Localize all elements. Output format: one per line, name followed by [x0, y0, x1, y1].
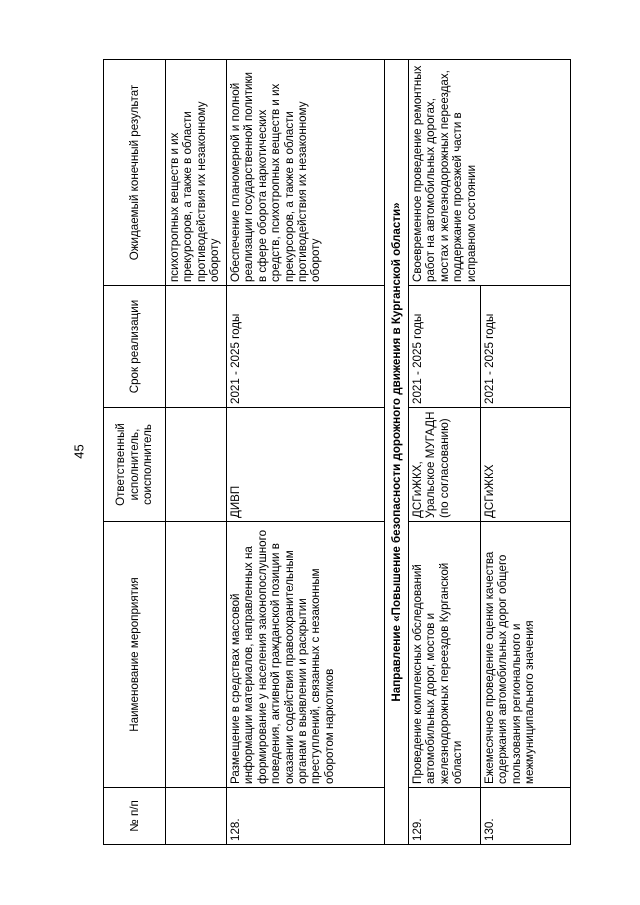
header-period: Срок реализации: [104, 286, 166, 408]
document-page: [103, 60, 572, 845]
cell-result: психотропных веществ и их прекурсоров, а также в области противодействия их незаконному обороту: [166, 60, 227, 286]
section-title: Направление «Повышение безопасности дорожного движения в Курганской области»: [385, 60, 409, 845]
cell-num: 128.: [227, 788, 385, 845]
header-result: Ожидаемый конечный результат: [104, 60, 166, 286]
cell-name: Проведение комплексных обследований автомобильных дорог, мостов и железнодорожных переездов Курганской области: [409, 522, 481, 788]
cell-name: Ежемесячное проведение оценки качества содержания автомобильных дорог общего пользования регионального и межмуниципального значения: [481, 522, 571, 788]
table-header: [104, 60, 166, 845]
cell-result: Обеспечение планомерной и полной реализации государственной политики в сфере оборота наркотических средств, психотропных веществ и их прекурсоров, а также в области противодействия их незаконному обороту: [227, 60, 385, 286]
section-row: [385, 60, 409, 845]
table-row: [409, 60, 481, 845]
cell-executor: ДИВП: [227, 408, 385, 522]
page-number: 45: [71, 444, 87, 459]
cell-period: 2021 - 2025 годы: [409, 286, 481, 408]
cell-name: Размещение в средствах массовой информации материалов, направленных на формирование у населения законопослушного поведения, активной гражданской позиции в оказании содействия правоохранительным органам в выявлении и раскрытии преступлений, связанных с незаконным оборотом наркотиков: [227, 522, 385, 788]
table-row: [227, 60, 385, 845]
cell-executor: ДСГиЖКХ: [481, 408, 571, 522]
header-num: № п/п: [104, 788, 166, 845]
header-name: Наименование мероприятия: [104, 522, 166, 788]
cell-result: Своевременное проведение ремонтных работ на автомобильных дорогах, мостах и железнодорожных переездах, поддержание проезжей части в исправном состоянии: [409, 60, 571, 286]
header-executor: Ответственный исполнитель, соисполнитель: [104, 408, 166, 522]
cell-period: 2021 - 2025 годы: [481, 286, 571, 408]
measures-table: [103, 59, 571, 845]
cell-num: 129.: [409, 788, 481, 845]
cell-period: 2021 - 2025 годы: [227, 286, 385, 408]
cell-executor: ДСГиЖКХ, Уральское МУГАДН (по согласованию): [409, 408, 481, 522]
table-row-continuation: [166, 60, 227, 845]
cell-num: 130.: [481, 788, 571, 845]
